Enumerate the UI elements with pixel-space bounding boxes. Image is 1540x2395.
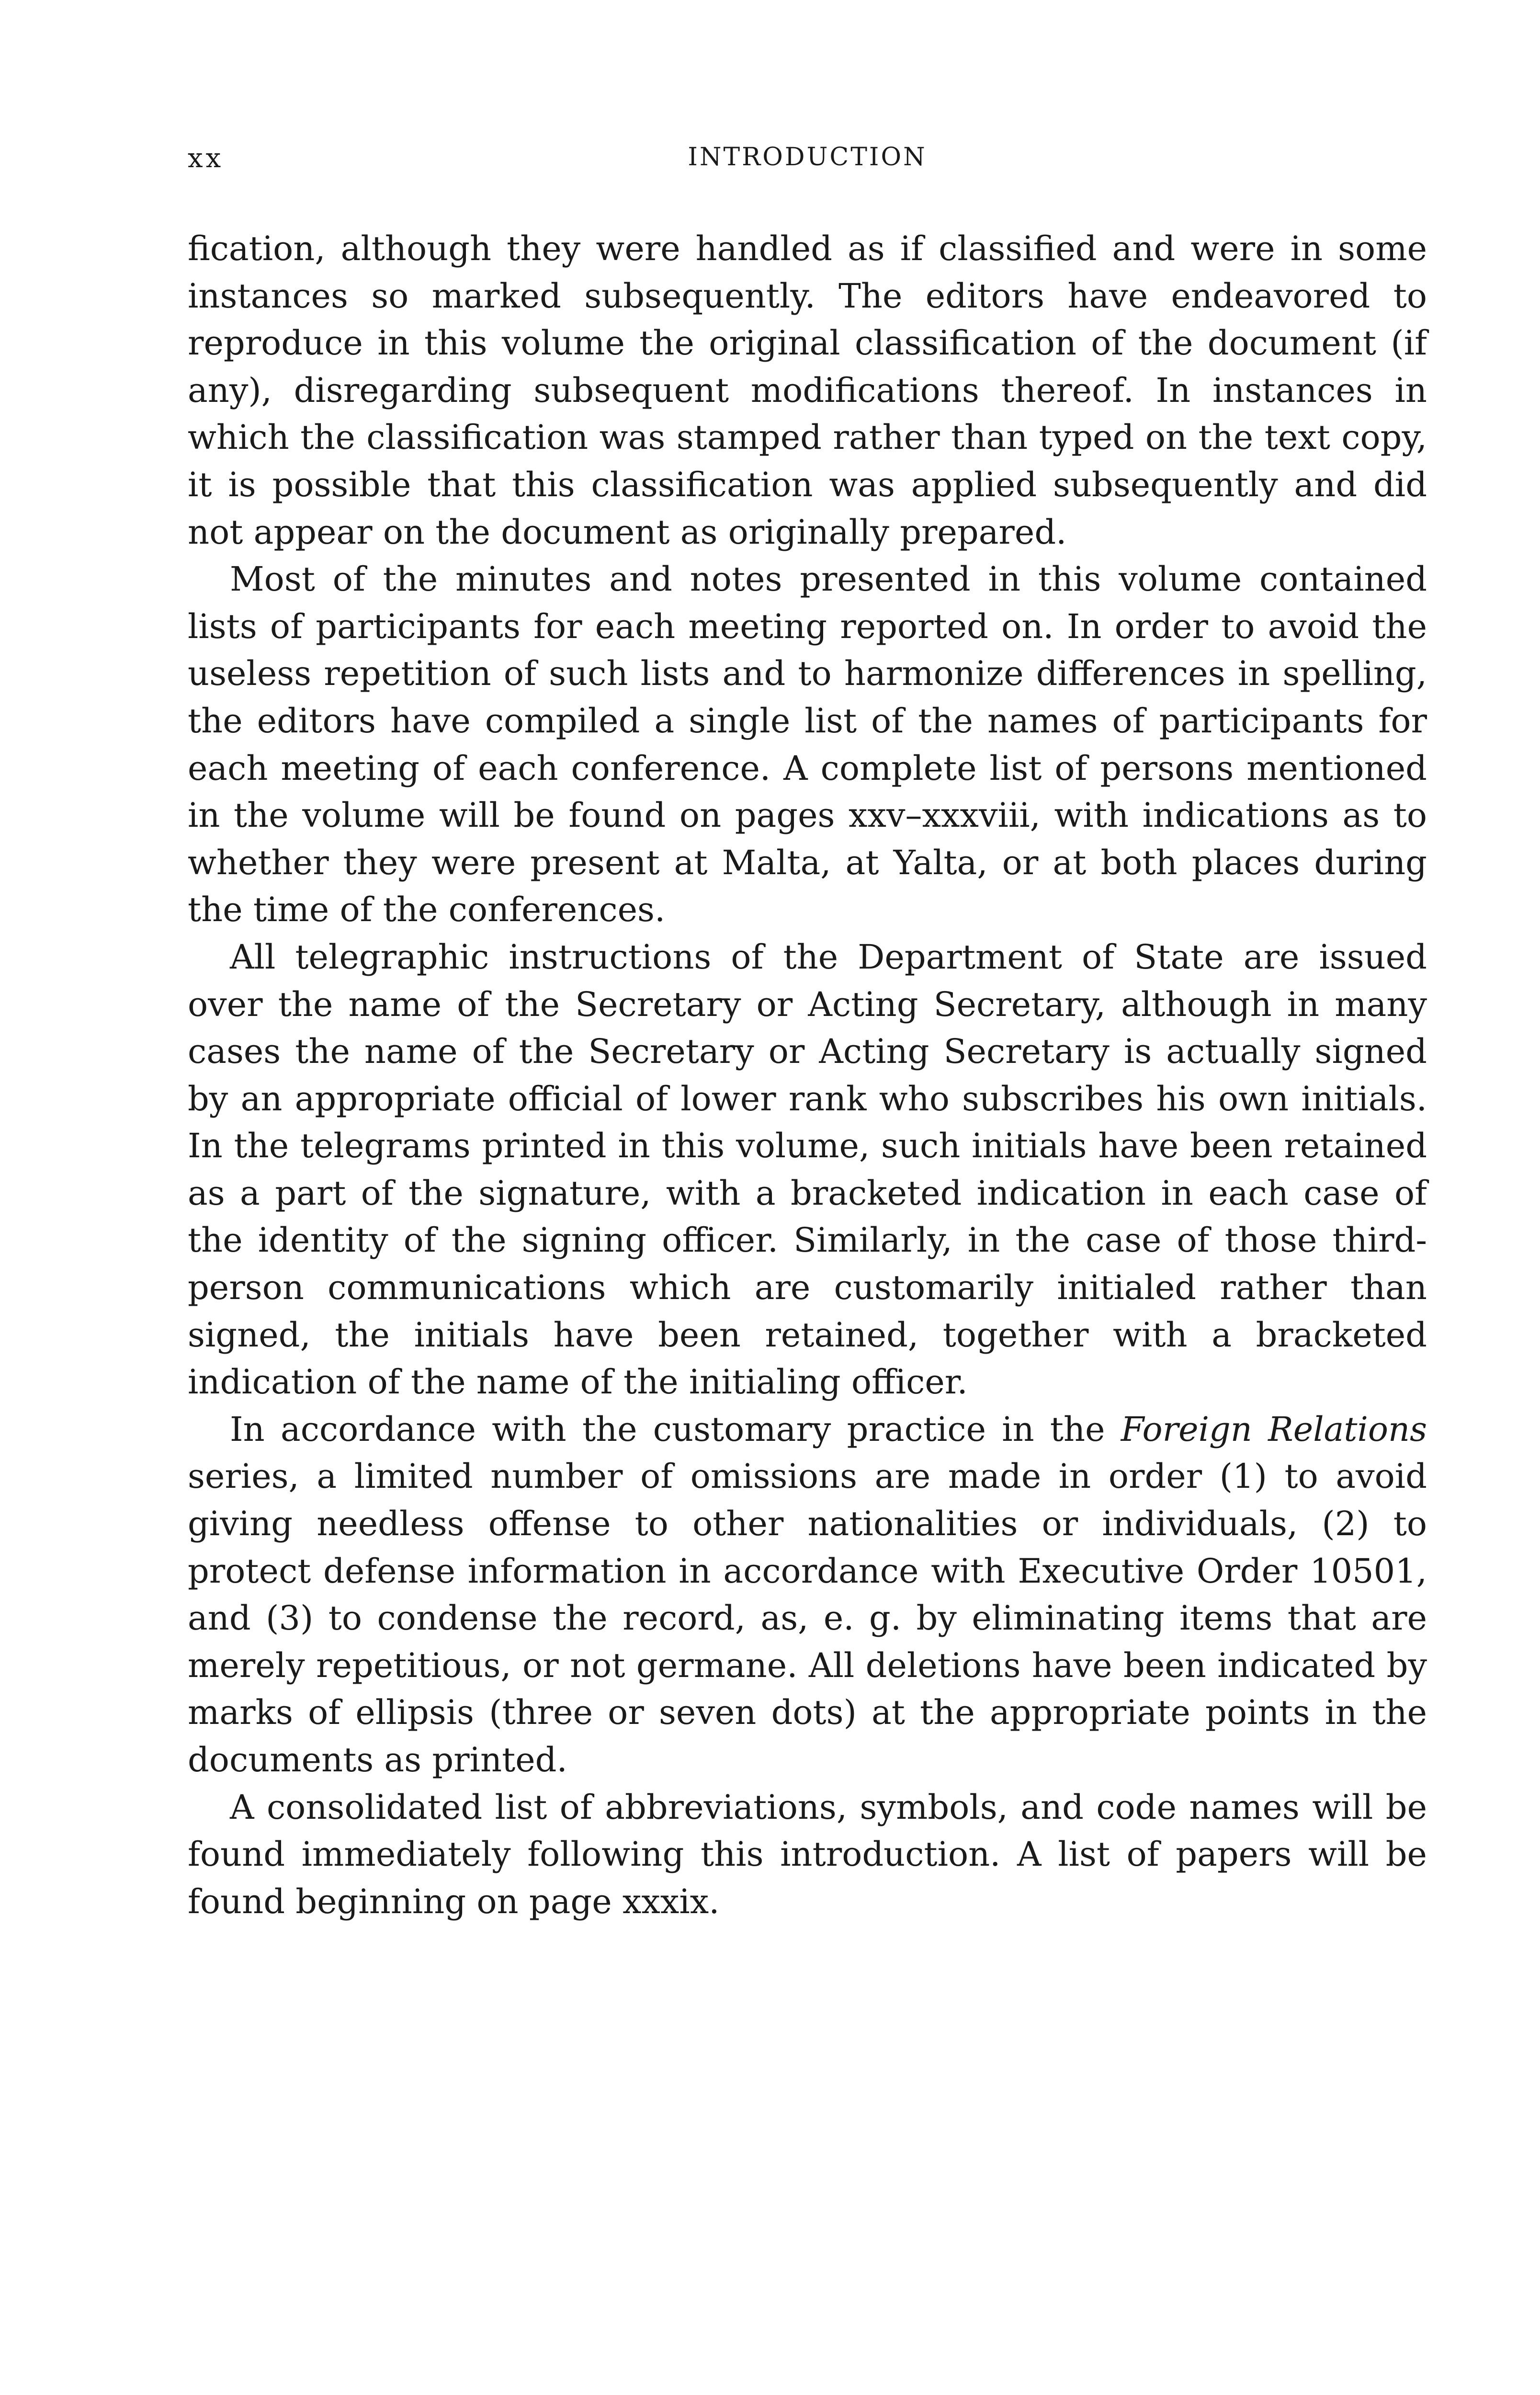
paragraph-abbreviations: A consolidated list of abbreviations, symbols, and code names will be found immediately following this introduction. A list of papers will be found beginning on page xxxix. [188,1787,1427,1921]
foreign-relations-title: Foreign Relations [1121,1409,1427,1449]
page-number: xx [188,143,224,174]
omissions-text-start: In accordance with the customary practice in the [230,1409,1121,1449]
paragraph-classification: fication, although they were handled as if classified and were in some instances so marked subsequently. The editors have endeavored to reproduce in this volume the original classification of the document (if any), disregarding subsequent modifications thereof. In instances in which the classification was stamped rather than typed on the text copy, it is possible that this classification was applied subsequently and did not appear on the document as originally prepared. [188,229,1427,552]
body-text [188,225,1427,1925]
paragraph-omissions [188,1406,1427,1784]
omissions-text-end: series, a limited number of omissions are made in order (1) to avoid giving needless offense to other nationalities or individuals, (2) to protect defense information in accordance with Executive Order 10501, and (3) to condense the record, as, e. g. by eliminating items that are merely repetitious, or not germane. All deletions have been indicated by marks of ellipsis (three or seven dots) at the appropriate points in the documents as printed. [188,1457,1427,1779]
paragraph-participants: Most of the minutes and notes presented in this volume contained lists of participants for each meeting reported on. In order to avoid the useless repetition of such lists and to harmonize differences in spelling, the editors have compiled a single list of the names of participants for each meeting of each conference. A complete list of persons mentioned in the volume will be found on pages xxv–xxxviii, with indications as to whether they were present at Malta, at Yalta, or at both places during the time of the conferences. [188,559,1427,930]
paragraph-telegraphic-instructions: All telegraphic instructions of the Department of State are issued over the name of the Secretary or Acting Secretary, although in many cases the name of the Secretary or Acting Secretary is actually signed by an appropriate official of lower rank who subscribes his own initials. In the telegrams printed in this volume, such initials have been retained as a part of the signature, with a bracketed indication in each case of the identity of the signing officer. Similarly, in the case of those third-person communications which are customarily initialed rather than signed, the initials have been retained, together with a bracketed indication of the name of the initialing officer. [188,937,1427,1402]
running-title: INTRODUCTION [688,143,927,171]
running-head [188,143,1427,181]
